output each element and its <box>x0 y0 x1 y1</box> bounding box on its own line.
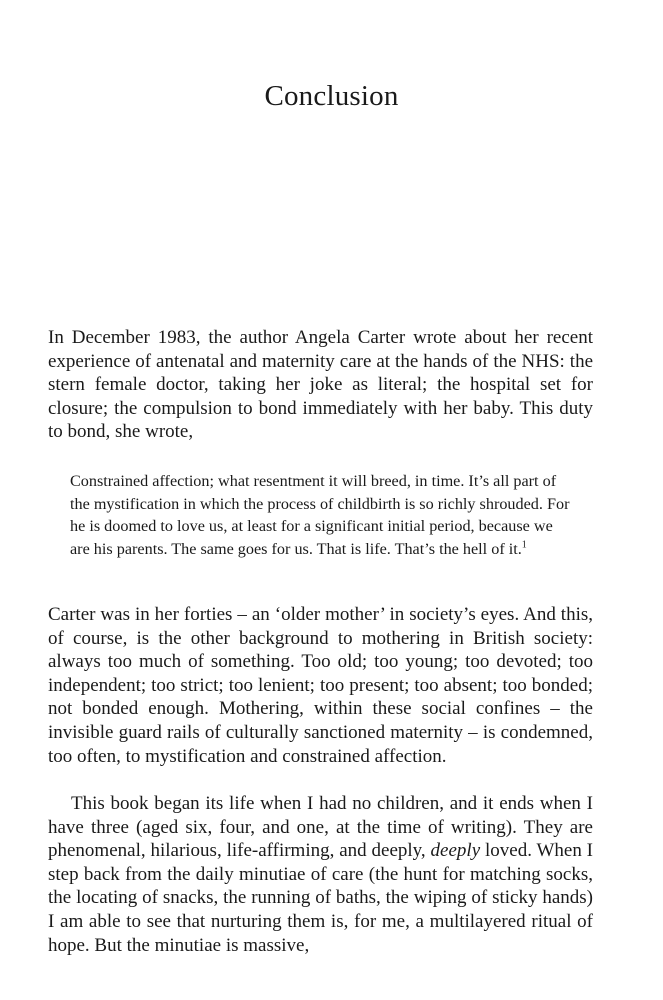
footnote-marker: 1 <box>521 539 527 551</box>
chapter-title: Conclusion <box>264 80 399 112</box>
paragraph-3-text-start: This book began its life when I had no children, and it ends when I have three (aged six, four, and one, at the time of writing). They are phenomenal, hilarious, life-affirming, and deeply, <box>48 793 593 862</box>
body-paragraph-3 <box>48 792 593 957</box>
block-quote-text: Constrained affection; what resentment it will breed, in time. It’s all part of the mystification in which the process of childbirth is so richly shrouded. For he is doomed to love us, at least for a significant initial period, because we are his parents. The same goes for us. That is life. That’s the hell of it. <box>70 472 570 558</box>
block-quote <box>70 470 573 560</box>
body-paragraph-2: Carter was in her forties – an ‘older mother’ in society’s eyes. And this, of course, is the other background to mothering in British society: always too much of something. Too old; too young; too devoted; too independent; too strict; too lenient; too present; too absent; too bonded; not bonded enough. Mothering, within these social confines – the invisible guard rails of culturally sanctioned maternity – is condemned, too often, to mystification and constrained affection. <box>48 604 593 767</box>
emphasis-word: deeply <box>430 840 481 862</box>
paragraph-3-text-end: loved. When I step back from the daily minutiae of care (the hunt for matching socks, the locating of snacks, the running of baths, the wiping of sticky hands) I am able to see that nurturing them is, for me, a multilayered ritual of hope. But the minutiae is massive, <box>48 840 594 956</box>
body-paragraph-1: In December 1983, the author Angela Carter wrote about her recent experience of antenatal and maternity care at the hands of the NHS: the stern female doctor, taking her joke as literal; the hospital set for closure; the compulsion to bond immediately with her baby. This duty to bond, she wrote, <box>48 327 593 443</box>
